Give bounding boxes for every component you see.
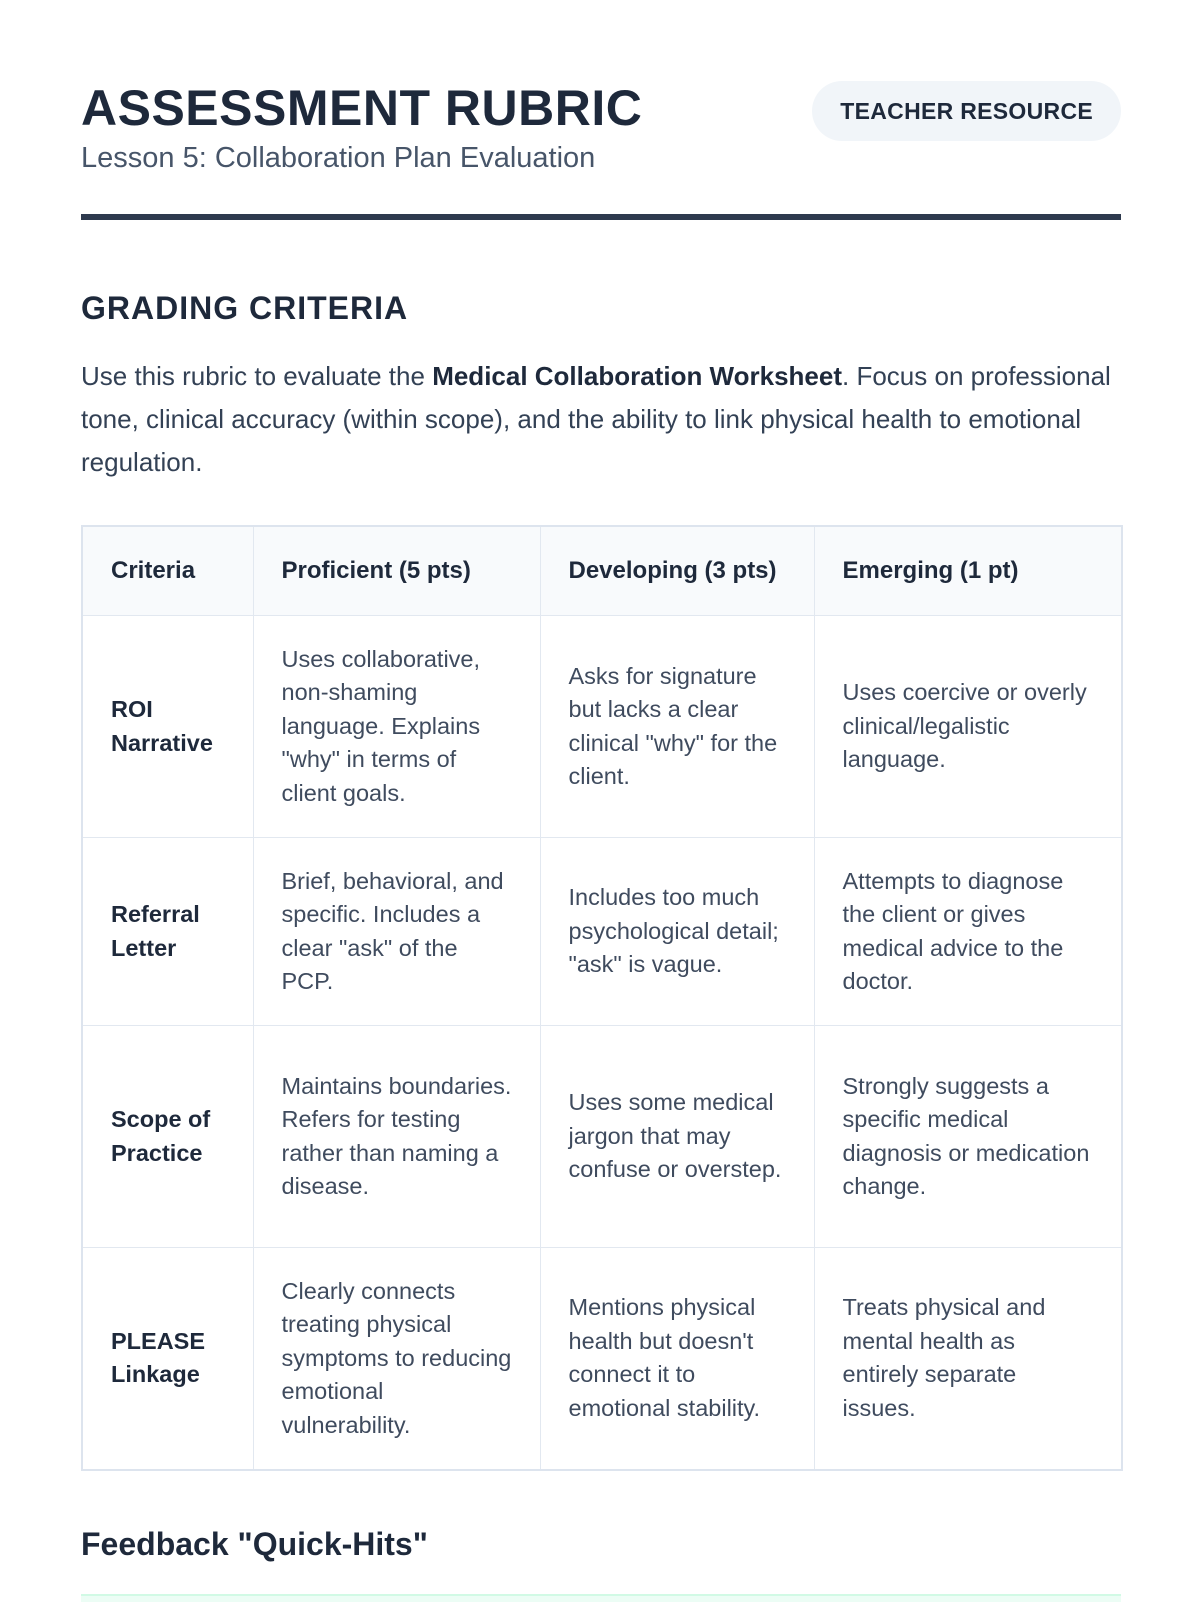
- proficient-cell: Brief, behavioral, and specific. Includes a clear "ask" of the PCP.: [253, 838, 540, 1026]
- emerging-cell: Uses coercive or overly clinical/legalistic language.: [814, 616, 1122, 838]
- page-header: [81, 78, 1121, 176]
- proficient-cell: Clearly connects treating physical symptoms to reducing emotional vulnerability.: [253, 1248, 540, 1470]
- developing-cell: Uses some medical jargon that may confuse or overstep.: [540, 1026, 814, 1248]
- worksheet-name: Medical Collaboration Worksheet: [432, 361, 843, 391]
- emerging-cell: Treats physical and mental health as entirely separate issues.: [814, 1248, 1122, 1470]
- grading-intro-paragraph: [81, 355, 1121, 484]
- criteria-cell: Scope of Practice: [82, 1026, 253, 1248]
- table-row: [82, 838, 1122, 1026]
- column-header-developing: Developing (3 pts): [540, 526, 814, 616]
- developing-cell: Mentions physical health but doesn't connect it to emotional stability.: [540, 1248, 814, 1470]
- feedback-box-top-edge: [81, 1594, 1121, 1602]
- rubric-header-row: [82, 526, 1122, 616]
- proficient-cell: Uses collaborative, non-shaming language. Explains "why" in terms of client goals.: [253, 616, 540, 838]
- column-header-criteria: Criteria: [82, 526, 253, 616]
- developing-cell: Includes too much psychological detail; "ask" is vague.: [540, 838, 814, 1026]
- proficient-cell: Maintains boundaries. Refers for testing rather than naming a disease.: [253, 1026, 540, 1248]
- developing-cell: Asks for signature but lacks a clear clinical "why" for the client.: [540, 616, 814, 838]
- criteria-cell: Referral Letter: [82, 838, 253, 1026]
- header-divider: [81, 214, 1121, 220]
- feedback-quick-hits-heading: Feedback "Quick-Hits": [81, 1526, 428, 1562]
- table-row: [82, 1248, 1122, 1470]
- teacher-resource-badge: TEACHER RESOURCE: [812, 81, 1121, 141]
- criteria-cell: PLEASE Linkage: [82, 1248, 253, 1470]
- rubric-table: [81, 525, 1123, 1471]
- column-header-emerging: Emerging (1 pt): [814, 526, 1122, 616]
- intro-text-start: Use this rubric to evaluate the: [81, 361, 433, 391]
- page-title: ASSESSMENT RUBRIC: [81, 80, 643, 136]
- grading-criteria-heading: GRADING CRITERIA: [81, 290, 409, 326]
- column-header-proficient: Proficient (5 pts): [253, 526, 540, 616]
- emerging-cell: Attempts to diagnose the client or gives medical advice to the doctor.: [814, 838, 1122, 1026]
- criteria-cell: ROI Narrative: [82, 616, 253, 838]
- table-row: [82, 1026, 1122, 1248]
- table-row: [82, 616, 1122, 838]
- emerging-cell: Strongly suggests a specific medical diagnosis or medication change.: [814, 1026, 1122, 1248]
- intro-text-end: . Focus on professional tone, clinical accuracy (within scope), and the ability to link physical health to emotional regulation.: [81, 361, 1111, 477]
- page-subtitle: Lesson 5: Collaboration Plan Evaluation: [81, 142, 596, 174]
